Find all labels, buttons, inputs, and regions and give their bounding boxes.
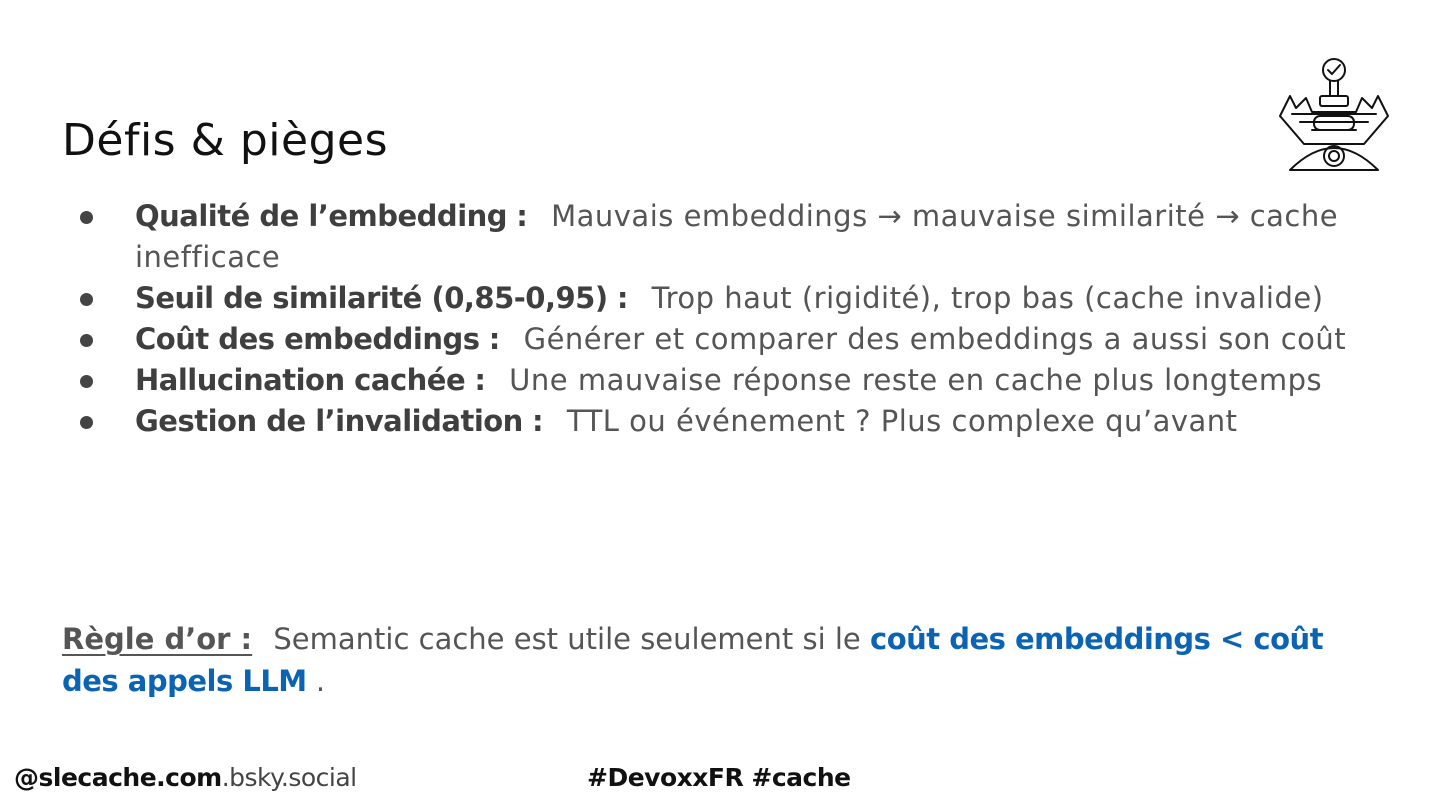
slide-title: Défis & pièges: [62, 115, 389, 167]
bullet-separator: :: [532, 404, 544, 438]
bullet-description: Trop haut (rigidité), trop bas (cache invalide): [651, 281, 1324, 315]
bullet-dot: [80, 375, 93, 388]
bullet-list: [78, 196, 1388, 442]
bullet-separator: :: [488, 322, 501, 356]
footer-handle: [14, 763, 357, 792]
bullet-description: TTL ou événement ? Plus complexe qu’avant: [566, 404, 1238, 438]
footer-handle-domain: .bsky.social: [221, 763, 357, 792]
bullet-term: Gestion de l’invalidation: [135, 404, 523, 438]
list-item: [78, 360, 1388, 401]
bullet-term: Hallucination cachée: [135, 363, 466, 397]
bullet-term: Qualité de l’embedding: [135, 199, 508, 233]
bullet-description: Mauvais embeddings → mauvaise similarité → cache inefficace: [135, 199, 1339, 274]
bullet-dot: [80, 293, 93, 306]
golden-rule: [62, 618, 1362, 702]
golden-rule-highlight: coût des embeddings < coût des appels LLM: [62, 622, 1324, 698]
footer-handle-name: @slecache.com: [14, 763, 222, 792]
bullet-separator: :: [516, 199, 528, 233]
bullet-term: Seuil de similarité (0,85-0,95): [135, 281, 608, 315]
bullet-separator: :: [474, 363, 486, 397]
golden-rule-text: Semantic cache est utile seulement si le: [273, 622, 861, 656]
list-item: [78, 278, 1388, 319]
bullet-dot: [80, 334, 93, 347]
bullet-description: Générer et comparer des embeddings a aussi son coût: [523, 322, 1347, 356]
list-item: [78, 319, 1388, 360]
bullet-separator: :: [616, 281, 629, 315]
footer-hashtags: #DevoxxFR #cache: [587, 763, 851, 792]
bullet-term: Coût des embeddings: [135, 322, 480, 356]
bullet-dot: [80, 416, 93, 429]
golden-rule-end: .: [315, 664, 326, 698]
cache-machine-icon: [1272, 56, 1392, 176]
golden-rule-label: Règle d’or :: [62, 622, 253, 656]
list-item: [78, 196, 1388, 278]
bullet-dot: [80, 211, 93, 224]
list-item: [78, 401, 1388, 442]
bullet-description: Une mauvaise réponse reste en cache plus longtemps: [509, 363, 1323, 397]
